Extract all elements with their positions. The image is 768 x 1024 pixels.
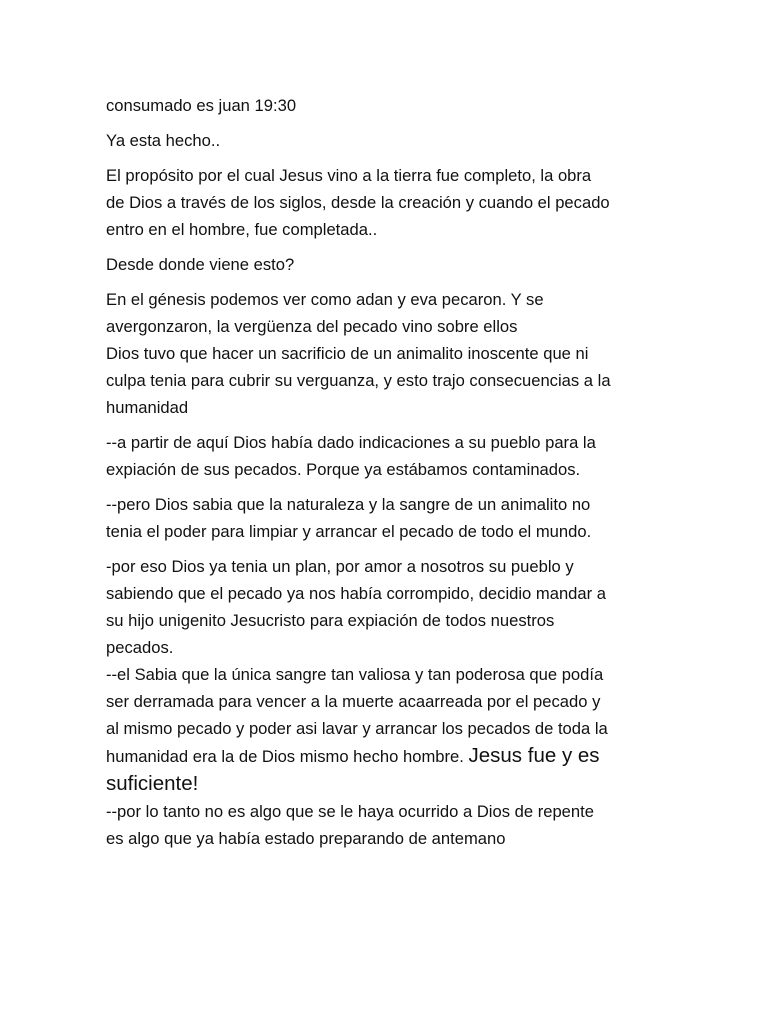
paragraph-pregunta: Desde donde viene esto? — [106, 255, 295, 274]
paragraph-antemano: --por lo tanto no es algo que se le haya ocurrido a Dios de repente es algo que ya había estado preparando de antemano — [106, 802, 594, 848]
document-body — [106, 92, 676, 860]
paragraph-genesis: En el génesis podemos ver como adan y eva pecaron. Y se avergonzaron, la vergüenza del pecado vino sobre ellos Dios tuvo que hacer un sacrificio de un animalito inoscente que ni culpa tenia para cubrir su verguanza, y esto trajo consecuencias a la humanidad — [106, 290, 611, 417]
emphasis-suficiente: Jesus fue y es suficiente! — [106, 744, 600, 795]
paragraph-sangre-text: --el Sabia que la única sangre tan valiosa y tan poderosa que podía ser derramada para vencer a la muerte acaarreada por el pecado y al mismo pecado y poder asi lavar y arrancar los pecados de toda la humanidad era la de Dios mismo hecho hombre. — [106, 665, 608, 766]
paragraph-indicaciones: --a partir de aquí Dios había dado indicaciones a su pueblo para la expiación de sus pecados. Porque ya estábamos contaminados. — [106, 433, 596, 479]
paragraph-proposito: El propósito por el cual Jesus vino a la tierra fue completo, la obra de Dios a través de los siglos, desde la creación y cuando el pecado entro en el hombre, fue completada.. — [106, 166, 610, 239]
paragraph-naturaleza: --pero Dios sabia que la naturaleza y la sangre de un animalito no tenia el poder para limpiar y arrancar el pecado de todo el mundo. — [106, 495, 592, 541]
paragraph-sangre — [106, 661, 676, 798]
paragraph-plan: -por eso Dios ya tenia un plan, por amor a nosotros su pueblo y sabiendo que el pecado ya nos había corrompido, decidio mandar a su hijo unigenito Jesucristo para expiación de todos nuestros pecados. — [106, 557, 606, 657]
paragraph-reference: consumado es juan 19:30 — [106, 96, 297, 115]
paragraph-ya-esta-hecho: Ya esta hecho.. — [106, 131, 221, 150]
